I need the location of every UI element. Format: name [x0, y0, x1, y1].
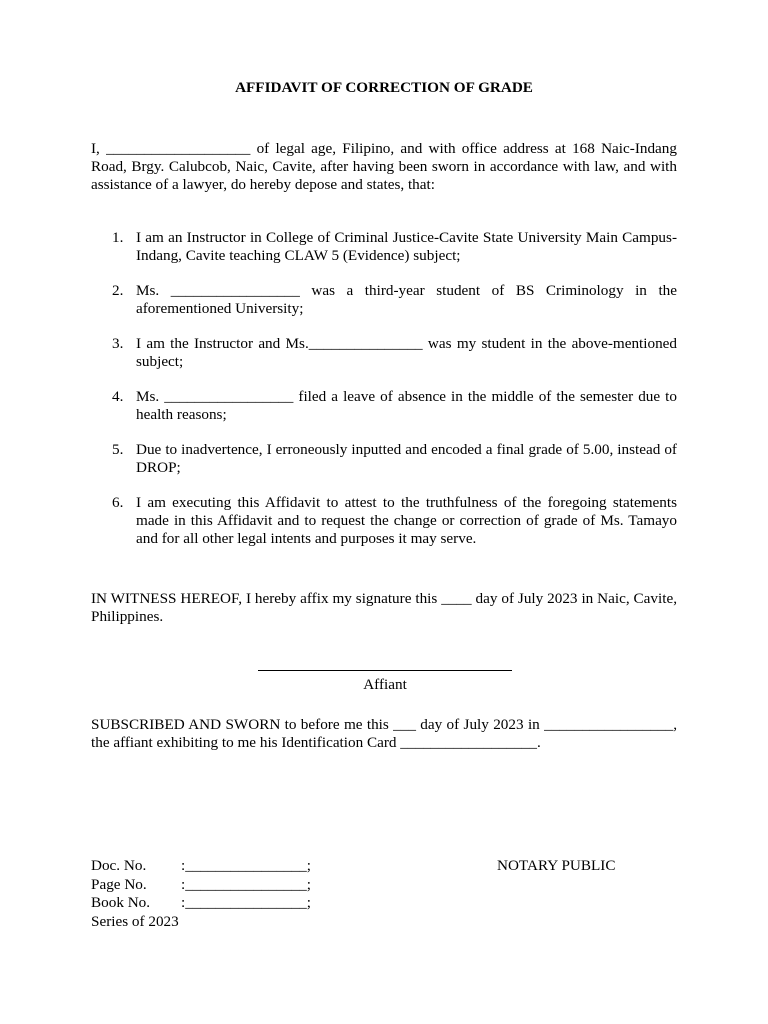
doc-no-row [91, 857, 311, 876]
statement-number: 6. [112, 494, 124, 511]
document-title: AFFIDAVIT OF CORRECTION OF GRADE [235, 79, 533, 96]
statement-text: Due to inadvertence, I erroneously inputted and encoded a final grade of 5.00, instead of DROP; [136, 441, 677, 476]
series-row [91, 913, 311, 932]
page-no-row [91, 876, 311, 895]
statement-item [91, 282, 677, 318]
statement-number: 2. [112, 282, 124, 299]
sworn-paragraph: SUBSCRIBED AND SWORN to before me this ___ day of July 2023 in _________________, the affiant exhibiting to me his Identification Card __________________. [91, 716, 677, 751]
statements-list [91, 229, 677, 565]
witness-paragraph: IN WITNESS HEREOF, I hereby affix my signature this ____ day of July 2023 in Naic, Cavite, Philippines. [91, 590, 677, 625]
statement-text: Ms. _________________ was a third-year student of BS Criminology in the aforementioned University; [136, 282, 677, 317]
book-no-label: Book No. [91, 894, 151, 911]
statement-number: 5. [112, 441, 124, 458]
affiant-label: Affiant [363, 676, 407, 693]
notary-public-label: NOTARY PUBLIC [497, 857, 616, 874]
statement-item [91, 494, 677, 548]
statement-number: 3. [112, 335, 124, 352]
signature-line [258, 670, 512, 671]
statement-text: Ms. _________________ filed a leave of absence in the middle of the semester due to health reasons; [136, 388, 677, 423]
book-no-row [91, 894, 311, 913]
statement-text: I am an Instructor in College of Criminal Justice-Cavite State University Main Campus-Indang, Cavite teaching CLAW 5 (Evidence) subject; [136, 229, 677, 264]
page-no-value: :________________; [181, 875, 311, 893]
statement-item [91, 441, 677, 477]
book-no-value: :________________; [181, 894, 311, 911]
doc-no-value: :________________; [181, 857, 311, 874]
statement-item [91, 335, 677, 371]
statement-text: I am the Instructor and Ms._______________ was my student in the above-mentioned subject; [136, 335, 677, 370]
notarial-details [91, 857, 311, 931]
statement-item [91, 229, 677, 265]
statement-text: I am executing this Affidavit to attest to the truthfulness of the foregoing statements made in this Affidavit and to request the change or correction of grade of Ms. Tamayo and for all other legal intents and purposes it may serve. [136, 494, 677, 547]
intro-paragraph: I, ___________________ of legal age, Filipino, and with office address at 168 Naic-Indang Road, Brgy. Calubcob, Naic, Cavite, after having been sworn in accordance with law, and with assistance of a lawyer, do hereby depose and states, that: [91, 140, 677, 193]
statement-item [91, 388, 677, 424]
doc-no-label: Doc. No. [91, 857, 147, 874]
series-text: Series of 2023 [91, 912, 179, 930]
statement-number: 1. [112, 229, 124, 246]
statement-number: 4. [112, 388, 124, 405]
page-no-label: Page No. [91, 875, 147, 893]
